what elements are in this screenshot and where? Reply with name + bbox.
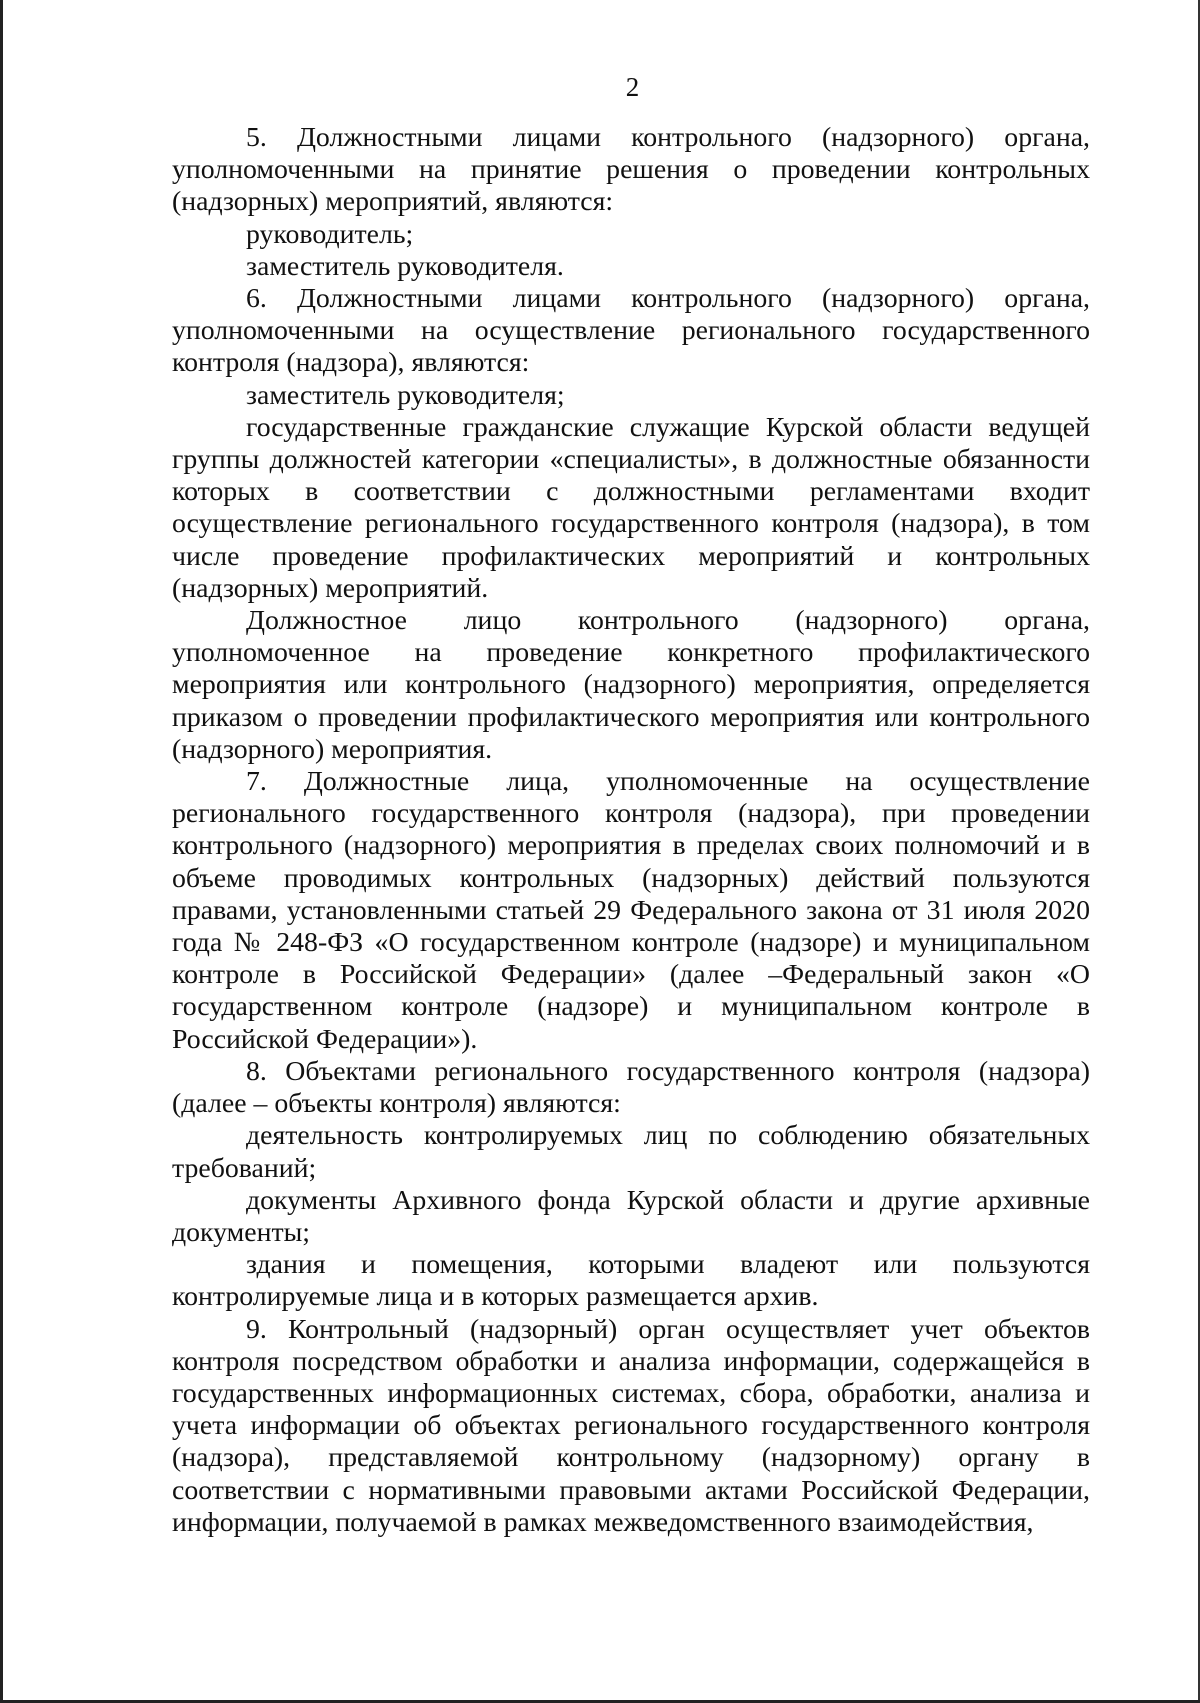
- paragraph-7: 7. Должностные лица, уполномоченные на осуществление регионального государственного контроля (надзора), при проведении контрольного (надзорного) мероприятия в пределах своих полномочий и в объеме проводимых контрольных (надзорных) действий пользуются правами, установленными статьей 29 Федерального закона от 31 июля 2020 года № 248-ФЗ «О государственном контроле (надзоре) и муниципальном контроле в Российской Федерации» (далее –Федеральный закон «О государственном контроле (надзоре) и муниципальном контроле в Российской Федерации»).: [172, 766, 1090, 1055]
- paragraph-5: 5. Должностными лицами контрольного (надзорного) органа, уполномоченными на принятие решения о проведении контрольных (надзорных) мероприятий, являются:: [172, 122, 1090, 218]
- list-item-civil-servants: государственные гражданские служащие Курской области ведущей группы должностей категории «специалисты», в должностные обязанности которых в соответствии с должностными регламентами входит осуществление регионального государственного контроля (надзора), в том числе проведение профилактических мероприятий и контрольных (надзорных) мероприятий.: [172, 411, 1090, 604]
- document-body: [172, 122, 1090, 1539]
- list-item-deputy-head: заместитель руководителя.: [246, 250, 564, 282]
- list-item-buildings: здания и помещения, которыми владеют или пользуются контролируемые лица и в которых размещается архив.: [172, 1249, 1090, 1313]
- paragraph-official-definition: Должностное лицо контрольного (надзорного) органа, уполномоченное на проведение конкретного профилактического мероприятия или контрольного (надзорного) мероприятия, определяется приказом о проведении профилактического мероприятия или контрольного (надзорного) мероприятия.: [172, 605, 1090, 765]
- list-item-head: руководитель;: [246, 218, 414, 250]
- paragraph-9: 9. Контрольный (надзорный) орган осуществляет учет объектов контроля посредством обработки и анализа информации, содержащейся в государственных информационных системах, сбора, обработки, анализа и учета информации об объектах регионального государственного контроля (надзора), представляемой контрольному (надзорному) органу в соответствии с нормативными правовыми актами Российской Федерации, информации, получаемой в рамках межведомственного взаимодействия,: [172, 1313, 1090, 1538]
- scan-border-left: [0, 0, 3, 1703]
- paragraph-6: 6. Должностными лицами контрольного (надзорного) органа, уполномоченными на осуществление регионального государственного контроля (надзора), являются:: [172, 283, 1090, 379]
- list-item-deputy-head-2: заместитель руководителя;: [246, 379, 565, 411]
- list-item-documents: документы Архивного фонда Курской области и другие архивные документы;: [172, 1184, 1090, 1248]
- list-item-activity: деятельность контролируемых лиц по соблюдению обязательных требований;: [172, 1120, 1090, 1184]
- page-number: 2: [625, 72, 640, 102]
- paragraph-8: 8. Объектами регионального государственного контроля (надзора) (далее – объекты контроля) являются:: [172, 1055, 1090, 1120]
